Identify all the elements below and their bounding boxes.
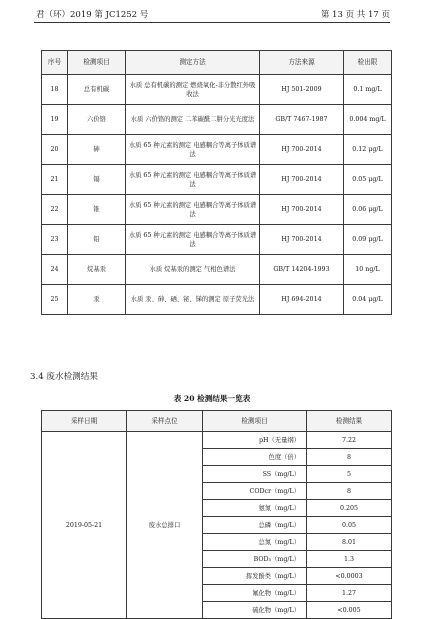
table-cell: 0.04 μg/L [344, 285, 392, 315]
table-cell: 水质 总有机碳的测定 燃烧氧化-非分散红外吸收法 [126, 75, 260, 105]
test-item: 挥发酚类（mg/L） [203, 568, 307, 585]
table-cell: 水质 六价铬的测定 二苯碳酰二肼分光光度法 [126, 105, 260, 135]
results-table [41, 410, 392, 619]
column-header: 采样日期 [42, 411, 127, 432]
table-cell: 23 [42, 225, 68, 255]
test-item: 总氮（mg/L） [203, 534, 307, 551]
table-cell: 0.09 μg/L [344, 225, 392, 255]
test-result: 8 [307, 483, 392, 500]
table-row [42, 195, 392, 225]
column-header: 序号 [42, 51, 68, 75]
table-cell: 水质 汞、砷、硒、铋、锑的测定 原子荧光法 [126, 285, 260, 315]
column-header: 检测结果 [307, 411, 392, 432]
test-item: BOD₅（mg/L） [203, 551, 307, 568]
test-item: 氟化物（mg/L） [203, 585, 307, 602]
table-cell: 水质 烷基汞的测定 气相色谱法 [126, 255, 260, 285]
table-row [42, 135, 392, 165]
table-cell: HJ 700-2014 [260, 195, 344, 225]
table-cell: 水质 65 种元素的测定 电感耦合等离子体质谱法 [126, 225, 260, 255]
table-cell: 0.004 mg/L [344, 105, 392, 135]
page-number: 第 13 页 共 17 页 [320, 10, 390, 20]
column-header: 采样点位 [127, 411, 203, 432]
column-header: 测定方法 [126, 51, 260, 75]
method-table [41, 50, 392, 315]
column-header: 检测项目 [203, 411, 307, 432]
test-result: 8 [307, 449, 392, 466]
table-cell: 汞 [68, 285, 126, 315]
table-caption: 表 20 检测结果一览表 [173, 394, 251, 403]
test-item: CODcr（mg/L） [203, 483, 307, 500]
test-result: 0.205 [307, 500, 392, 517]
table-row [42, 165, 392, 195]
table-cell: 总有机碳 [68, 75, 126, 105]
table-cell: 烷基汞 [68, 255, 126, 285]
table-cell: 水质 65 种元素的测定 电感耦合等离子体质谱法 [126, 165, 260, 195]
table-cell: 0.06 μg/L [344, 195, 392, 225]
table-cell: 24 [42, 255, 68, 285]
table-cell: 21 [42, 165, 68, 195]
table-cell: 20 [42, 135, 68, 165]
test-result: <0.0003 [307, 568, 392, 585]
table-cell: HJ 700-2014 [260, 225, 344, 255]
table-cell: 0.05 μg/L [344, 165, 392, 195]
method-table-header [42, 51, 392, 75]
test-result: 1.27 [307, 585, 392, 602]
header-rule [34, 22, 390, 23]
results-table-header [42, 411, 392, 432]
table-cell: HJ 700-2014 [260, 165, 344, 195]
table-cell: 铅 [68, 225, 126, 255]
table-cell: 0.12 μg/L [344, 135, 392, 165]
report-number: 君（环）2019 第 JC1252 号 [36, 10, 149, 20]
table-row [42, 255, 392, 285]
column-header: 检测项目 [68, 51, 126, 75]
table-cell: HJ 694-2014 [260, 285, 344, 315]
test-result: 7.22 [307, 432, 392, 449]
table-cell: GB/T 14204-1993 [260, 255, 344, 285]
table-cell: 19 [42, 105, 68, 135]
table-row [42, 105, 392, 135]
table-cell: 0.1 mg/L [344, 75, 392, 105]
table-row [42, 75, 392, 105]
test-item: pH（无量纲） [203, 432, 307, 449]
test-result: 5 [307, 466, 392, 483]
test-item: 总磷（mg/L） [203, 517, 307, 534]
test-item: 硫化物（mg/L） [203, 602, 307, 619]
table-cell: 18 [42, 75, 68, 105]
table-cell: 22 [42, 195, 68, 225]
test-item: 色度（倍） [203, 449, 307, 466]
table-cell: 10 ng/L [344, 255, 392, 285]
table-cell: 锥 [68, 195, 126, 225]
sampling-location: 废水总排口 [127, 432, 203, 619]
table-cell: HJ 501-2009 [260, 75, 344, 105]
table-row [42, 225, 392, 255]
test-result: 0.05 [307, 517, 392, 534]
test-result: 8.01 [307, 534, 392, 551]
test-result: <0.005 [307, 602, 392, 619]
table-cell: 25 [42, 285, 68, 315]
table-cell: 砷 [68, 135, 126, 165]
table-row [42, 432, 392, 449]
table-row [42, 285, 392, 315]
table-cell: 水质 65 种元素的测定 电感耦合等离子体质谱法 [126, 135, 260, 165]
column-header: 检出限 [344, 51, 392, 75]
test-result: 1.3 [307, 551, 392, 568]
test-item: 氨氮（mg/L） [203, 500, 307, 517]
sampling-date: 2019-05-21 [42, 432, 127, 619]
test-item: SS（mg/L） [203, 466, 307, 483]
table-cell: HJ 700-2014 [260, 135, 344, 165]
table-cell: 水质 65 种元素的测定 电感耦合等离子体质谱法 [126, 195, 260, 225]
table-cell: GB/T 7467-1987 [260, 105, 344, 135]
section-title: 3.4 废水检测结果 [30, 372, 98, 382]
table-cell: 六价铬 [68, 105, 126, 135]
column-header: 方法来源 [260, 51, 344, 75]
table-cell: 镉 [68, 165, 126, 195]
